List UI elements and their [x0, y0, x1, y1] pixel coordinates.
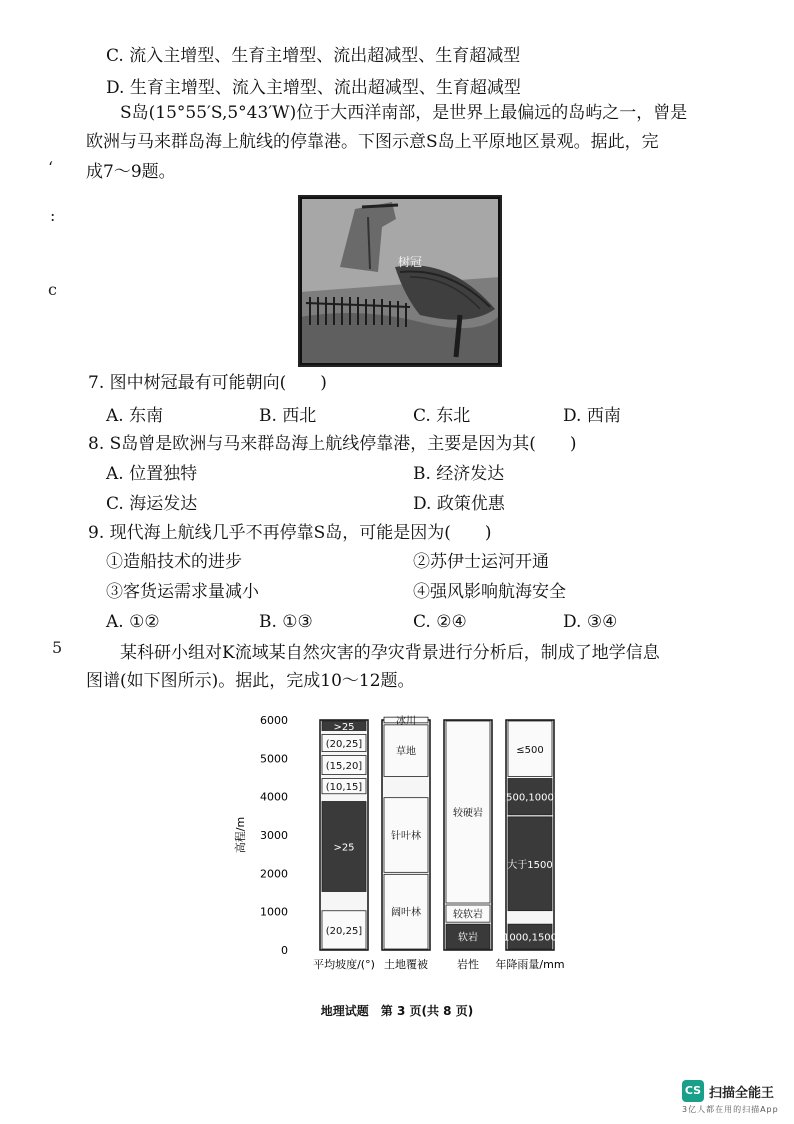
- column-label: 年降雨量/mm: [495, 958, 565, 971]
- passage1-line2: 欧洲与马来群岛海上航线的停靠港。下图示意S岛上平原地区景观。据此，完: [86, 132, 659, 152]
- q9-item-1: ①造船技术的进步: [106, 552, 242, 572]
- segment-label: 软岩: [458, 932, 478, 944]
- q9-stem: 9. 现代海上航线几乎不再停靠S岛，可能是因为( ): [88, 523, 492, 543]
- q8-option-b: B. 经济发达: [413, 464, 505, 484]
- segment-label: 草地: [396, 746, 416, 758]
- q8-option-d: D. 政策优惠: [413, 494, 505, 514]
- q7-option-b: B. 西北: [259, 406, 317, 426]
- page-footer: 地理试题 第 3 页(共 8 页): [320, 1004, 474, 1018]
- margin-mark: c: [48, 280, 57, 299]
- scanner-tagline: 3亿人都在用的扫描App: [682, 1105, 779, 1114]
- landscape-illustration: [300, 197, 500, 365]
- segment-label: (20,25]: [325, 925, 363, 937]
- y-axis-label: 高程/m: [234, 816, 247, 854]
- q7-option-c: C. 东北: [413, 406, 471, 426]
- margin-mark: ‘: [48, 158, 54, 177]
- segment-label: >25: [333, 721, 355, 733]
- landscape-photo: [298, 195, 502, 367]
- segment-label: (10,15]: [325, 782, 363, 794]
- option-c-prev: C. 流入主增型、生育主增型、流出超减型、生育超减型: [106, 46, 521, 66]
- y-tick-label: 0: [281, 944, 288, 957]
- segment-label: 针叶林: [391, 831, 421, 842]
- scanner-name: 扫描全能王: [709, 1086, 775, 1101]
- segment-label: 阔叶林: [391, 907, 421, 919]
- margin-mark: :: [50, 206, 56, 225]
- segment-label: 较软岩: [453, 909, 483, 921]
- q7-option-a: A. 东南: [106, 406, 164, 426]
- passage2-line1: 某科研小组对K流域某自然灾害的孕灾背景进行分析后，制成了地学信息: [120, 643, 660, 663]
- y-tick-label: 5000: [260, 752, 288, 766]
- scanner-badge: [682, 1080, 786, 1114]
- q9-item-3: ③客货运需求量减小: [106, 582, 259, 602]
- y-tick-label: 3000: [260, 829, 288, 842]
- q9-option-b: B. ①③: [259, 612, 313, 632]
- y-tick-label: 1000: [260, 905, 288, 919]
- segment-label: 冰川: [396, 716, 416, 727]
- q9-item-2: ②苏伊士运河开通: [413, 552, 549, 572]
- margin-mark: 5: [52, 638, 63, 657]
- passage2-line2: 图谱(如下图所示)。据此，完成10～12题。: [86, 671, 415, 691]
- q8-option-c: C. 海运发达: [106, 494, 198, 514]
- geo-info-chart: [230, 700, 590, 990]
- column-label: 平均坡度/(°): [313, 958, 375, 971]
- q9-option-d: D. ③④: [563, 612, 618, 632]
- column-label: 岩性: [457, 958, 479, 971]
- y-tick-label: 2000: [260, 867, 288, 881]
- column-label: 土地覆被: [384, 958, 428, 971]
- scanner-logo-icon: CS: [682, 1080, 704, 1102]
- passage1-line1: S岛(15°55′S,5°43′W)位于大西洋南部，是世界上最偏远的岛屿之一，曾是: [120, 103, 688, 123]
- q9-option-a: A. ①②: [106, 612, 160, 632]
- segment-label: 较硬岩: [453, 808, 483, 819]
- segment-label: 1000,1500: [502, 932, 558, 944]
- q9-item-4: ④强风影响航海安全: [413, 582, 566, 602]
- q9-option-c: C. ②④: [413, 612, 467, 632]
- segment-label: (15,20]: [325, 761, 363, 773]
- q7-option-d: D. 西南: [563, 406, 621, 426]
- passage1-line3: 成7～9题。: [86, 162, 176, 182]
- segment-label: 大于1500: [507, 859, 553, 871]
- photo-label: 树冠: [398, 255, 423, 269]
- y-tick-label: 6000: [260, 714, 288, 727]
- segment-label: ≤500: [516, 744, 544, 756]
- y-tick-label: 4000: [260, 790, 288, 804]
- segment-label: (500,1000]: [502, 792, 558, 804]
- segment-label: (20,25]: [325, 739, 363, 750]
- q7-stem: 7. 图中树冠最有可能朝向( ): [88, 373, 327, 393]
- option-d-prev: D. 生育主增型、流入主增型、流出超减型、生育超减型: [106, 78, 521, 98]
- q8-stem: 8. S岛曾是欧洲与马来群岛海上航线停靠港，主要是因为其( ): [88, 434, 577, 454]
- q8-option-a: A. 位置独特: [106, 464, 198, 484]
- segment-label: >25: [333, 842, 355, 854]
